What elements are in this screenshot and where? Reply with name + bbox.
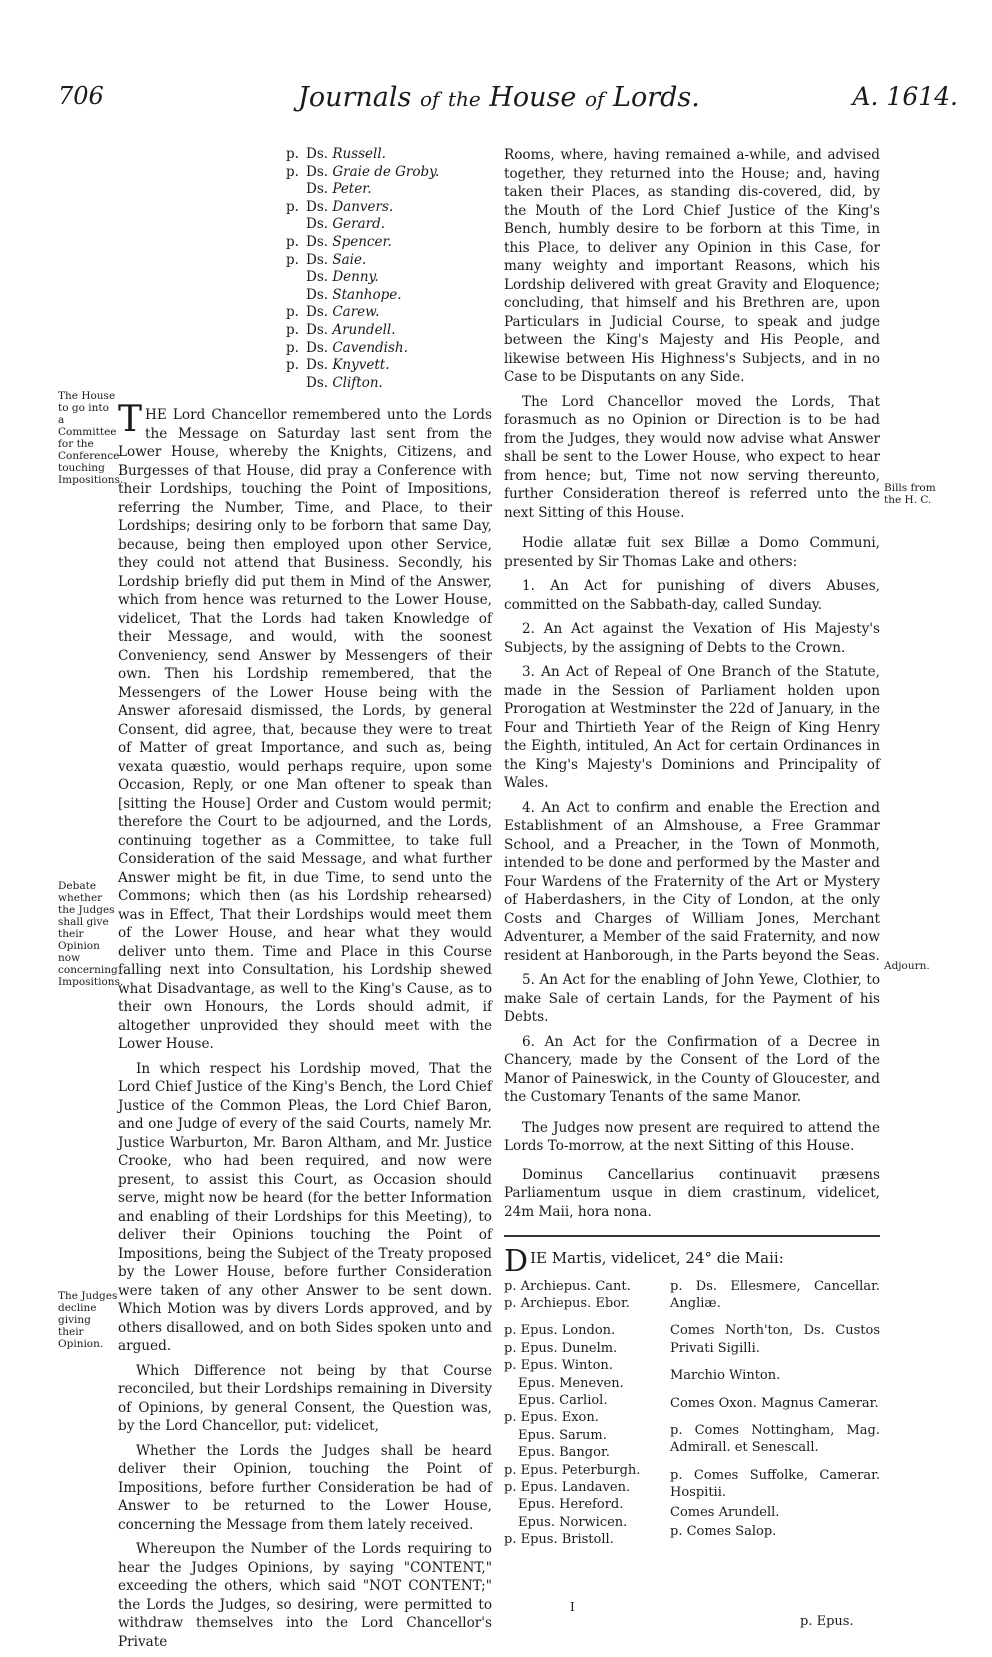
bill-item: 6. An Act for the Confirmation of a Decree in Chancery, made by the Consent of the Lord of the Manor of Paineswick, in the County of Gloucester, and the Customary Tenants of the same Manor. xyxy=(504,1033,880,1105)
list-item: p. Comes Suffolke, Camerar. Hospitii. xyxy=(670,1467,880,1501)
catchword: p. Epus. xyxy=(800,1614,854,1629)
bill-item: 2. An Act against the Vexation of His Majesty's Subjects, by the assigning of Debts to the Crown. xyxy=(504,621,880,656)
page-number: 706 xyxy=(58,82,104,110)
bishops-list xyxy=(504,1278,664,1549)
list-item: Epus. Bangor. xyxy=(518,1445,610,1461)
day-heading: DIE Martis, videlicet, 24° die Maii: xyxy=(504,1244,784,1279)
left-column xyxy=(118,146,492,1657)
peer-entry: p. Ds. Spencer. xyxy=(286,233,392,250)
list-item: p. Epus. Dunelm. xyxy=(504,1340,618,1356)
list-item: Comes Oxon. Magnus Camerar. xyxy=(670,1395,879,1411)
list-item: Epus. Meneven. xyxy=(518,1375,624,1391)
drop-cap: D xyxy=(504,1244,529,1279)
drop-cap: T xyxy=(118,399,143,441)
attendance-lists xyxy=(504,1278,880,1549)
list-item: p. Archiepus. Ebor. xyxy=(504,1295,630,1311)
list-item: Comes North'ton, Ds. Custos Privati Sigilli. xyxy=(670,1323,880,1356)
peer-entry: p. Ds. Graie de Groby. xyxy=(286,163,440,180)
paragraph-adjournment: Dominus Cancellarius continuavit præsens Parliamentum usque in diem crastinum, videlicet, 24m Maii, hora nona. xyxy=(504,1166,880,1220)
list-item: p. Comes Salop. xyxy=(670,1523,777,1539)
sidenote-debate: Debate whether the Judges shall give their Opinion now concerning Impositions. xyxy=(58,880,124,988)
peer-entry: Ds. Denny. xyxy=(306,269,379,286)
peer-entry: p. Ds. Knyvett. xyxy=(286,357,390,374)
list-item: p. Archiepus. Cant. xyxy=(504,1278,631,1294)
lords-temporal-list xyxy=(670,1278,880,1549)
paragraph-judges-motion: In which respect his Lordship moved, That the Lord Chief Justice of the King's Bench, the Lord Chief Justice of the Common Pleas, the Lord Chief Baron, and one Judge of every of the said Courts, namely Mr. Justice Warburton, Mr. Baron Altham, and Mr. Justice Crooke, who had been required, and now were present, to assist this Court, as Occasion should serve, might now be heard (for the better Information and enabling of their Lordships for this Meeting), to deliver their Opinions touching the Point of Impositions, being the Subject of the Treaty proposed by the Lower House, before further Consideration were taken of any other Answer to be sent down. Which Motion was by divers Lords approved, and by others disallowed, and on both Sides spoken unto and argued. xyxy=(118,1060,492,1355)
list-item: Comes Arundell. xyxy=(670,1504,780,1520)
bill-item: 4. An Act to confirm and enable the Erection and Establishment of an Almshouse, a Free Grammar School, and a Preacher, in the Town of Monmoth, intended to be done and performed by the Master and Four Wardens of the Fraternity of the Art or Mystery of Haberdashers, in the City of London, at the only Costs and Charges of William Jones, Merchant Adventurer, a Member of the said Fraternity, and now resident at Hanborough, in the Parts beyond the Seas. xyxy=(504,799,880,964)
peer-entry: Ds. Peter. xyxy=(306,181,372,198)
bill-item: 3. An Act of Repeal of One Branch of the Statute, made in the Session of Parliament holden upon Prorogation at Westminster the 22d of January, in the Four and Thirtieth Year of the Reign of King Henry the Eighth, intituled, An Act for certain Ordinances in the King's Majesty's Dominions and Principality of Wales. xyxy=(504,664,880,791)
peer-entry: p. Ds. Saie. xyxy=(286,251,367,268)
list-item: p. Epus. Bristoll. xyxy=(504,1532,614,1548)
paragraph-judges-return: Rooms, where, having remained a-while, and advised together, they returned into the House; and, having taken their Places, as standing dis-covered, did, by the Mouth of the Lord Chief Justice of the King's Bench, humbly desire to be forborn at this Time, in this Place, to deliver any Opinion in this Case, for many weighty and important Reasons, which his Lordship delivered with great Gravity and Eloquence; concluding, that himself and his Brethren are, upon Particulars in Judicial Course, to speak and judge between the King's Majesty and His People, and likewise between His Highness's Subjects, and in no Case to be Disputants on any Side. xyxy=(504,147,880,385)
bill-item: 1. An Act for punishing of divers Abuses, committed on the Sabbath-day, called Sunday. xyxy=(504,578,880,613)
page-header xyxy=(58,82,958,130)
sidenote-bills: Bills from the H. C. xyxy=(884,482,936,506)
paragraph-question: Whether the Lords the Judges shall be heard deliver their Opinion, touching the Point of Impositions, before further Consideration be had of Answer to be returned to the Lower House, concerning the Message from them lately received. xyxy=(118,1442,492,1533)
list-item: p. Ds. Ellesmere, Cancellar. Angliæ. xyxy=(670,1278,880,1311)
list-item: Epus. Hereford. xyxy=(518,1497,624,1513)
peer-entry: p. Ds. Danvers. xyxy=(286,198,394,215)
list-item: p. Epus. Landaven. xyxy=(504,1479,631,1495)
sidenote-judges-decline: The Judges decline giving their Opinion. xyxy=(58,1290,118,1350)
list-item: Marchio Winton. xyxy=(670,1368,781,1384)
peer-entry: p. Ds. Carew. xyxy=(286,304,380,321)
journal-title: Journals of the House of Lords. xyxy=(298,82,700,113)
paragraph-conference: THE Lord Chancellor remembered unto the Lords the Message on Saturday last sent from the Lower House, whereby the Knights, Citizens, and Burgesses of that House, did pray a Conference with their Lordships, touching the Point of Impositions, referring the Number, Time, and Place, to their Lordships; desiring only to be forborn that same Day, because, being then employed upon other Service, they could not attend that Business. Secondly, his Lordship briefly did put them in Mind of the Answer, which from hence was returned to the Lower House, videlicet, That the Lords had taken Knowledge of their Message, and would, with the soonest Conveniency, send Answer by Messengers of their own. Then his Lordship remembered, that the Messengers of the Lower House being with the Answer aforesaid dismissed, the Lords, by general Consent, did agree, that, because they were to treat of Matter of great Importance, and such as, being vexata quæstio, would perhaps require, upon some Occasion, Reply, or one Man oftener to speak than [sitting the House] Order and Custom would permit; therefore the Court to be adjourned, and the Lords, continuing together as a Committee, to take full Consideration of the said Message, and what further Answer might be fit, in due Time, to send unto the Commons; which then (as his Lordship rehearsed) was in Effect, That their Lordships would meet them of the Lower House, and hear what they would deliver unto them. Time and Place in this Course falling next into Consultation, his Lordship shewed what Disadvantage, as well to the King's Cause, as to their own Honours, the Lords should admit, if altogether unprovided they should meet with the Lower House. xyxy=(118,399,492,1053)
sidenote-adjourn: Adjourn. xyxy=(884,960,930,972)
peer-entry: p. Ds. Russell. xyxy=(286,146,386,162)
list-item: p. Epus. Winton. xyxy=(504,1358,613,1374)
list-item: Epus. Sarum. xyxy=(518,1427,607,1443)
year-heading: A. 1614. xyxy=(852,82,958,111)
list-item xyxy=(504,1312,664,1322)
peer-entry: p. Ds. Arundell. xyxy=(286,321,396,338)
signature-mark: I xyxy=(570,1600,575,1614)
list-item: Epus. Carliol. xyxy=(518,1392,608,1408)
peers-list xyxy=(286,146,492,392)
right-column xyxy=(504,146,880,1549)
bill-item: 5. An Act for the enabling of John Yewe, Clothier, to make Sale of certain Lands, for the Payment of his Debts. xyxy=(504,972,880,1025)
paragraph-difference: Which Difference not being by that Course reconciled, but their Lordships remaining in Diversity of Opinions, by general Consent, the Question was, by the Lord Chancellor, put: videlicet, xyxy=(118,1362,492,1435)
paragraph-bills-intro: Hodie allatæ fuit sex Billæ a Domo Communi, presented by Sir Thomas Lake and others: xyxy=(504,535,880,570)
peer-entry: Ds. Clifton. xyxy=(306,374,383,391)
list-item: Epus. Norwicen. xyxy=(518,1514,628,1530)
section-divider xyxy=(504,1235,880,1237)
list-item: p. Epus. Peterburgh. xyxy=(504,1462,641,1478)
peer-entry: Ds. Stanhope. xyxy=(306,286,402,303)
paragraph-judges-attend: The Judges now present are required to attend the Lords To-morrow, at the next Sitting of this House. xyxy=(504,1119,880,1154)
list-item: p. Comes Nottingham, Mag. Admirall. et Senescall. xyxy=(670,1422,880,1456)
peer-entry: p. Ds. Cavendish. xyxy=(286,339,408,356)
peer-entry: Ds. Gerard. xyxy=(306,216,386,233)
list-item: p. Epus. London. xyxy=(504,1323,616,1339)
list-item: p. Epus. Exon. xyxy=(504,1410,599,1426)
paragraph-chancellor-motion: The Lord Chancellor moved the Lords, That forasmuch as no Opinion or Direction is to be had from the Judges, they would now advise what Answer shall be sent to the Lower House, who expect to hear from hence; but, Time not now serving thereunto, further Consideration thereof is referred unto the next Sitting of this House. xyxy=(504,393,880,521)
sidenote-conference: The House to go into a Committee for the Conference touching Impositions. xyxy=(58,390,124,486)
paragraph-vote: Whereupon the Number of the Lords requiring to hear the Judges Opinions, by saying "CONTENT," exceeding the others, which said "NOT CONTENT;" the Lords the Judges, so desiring, were permitted to withdraw themselves into the Lord Chancellor's Private xyxy=(118,1541,492,1650)
